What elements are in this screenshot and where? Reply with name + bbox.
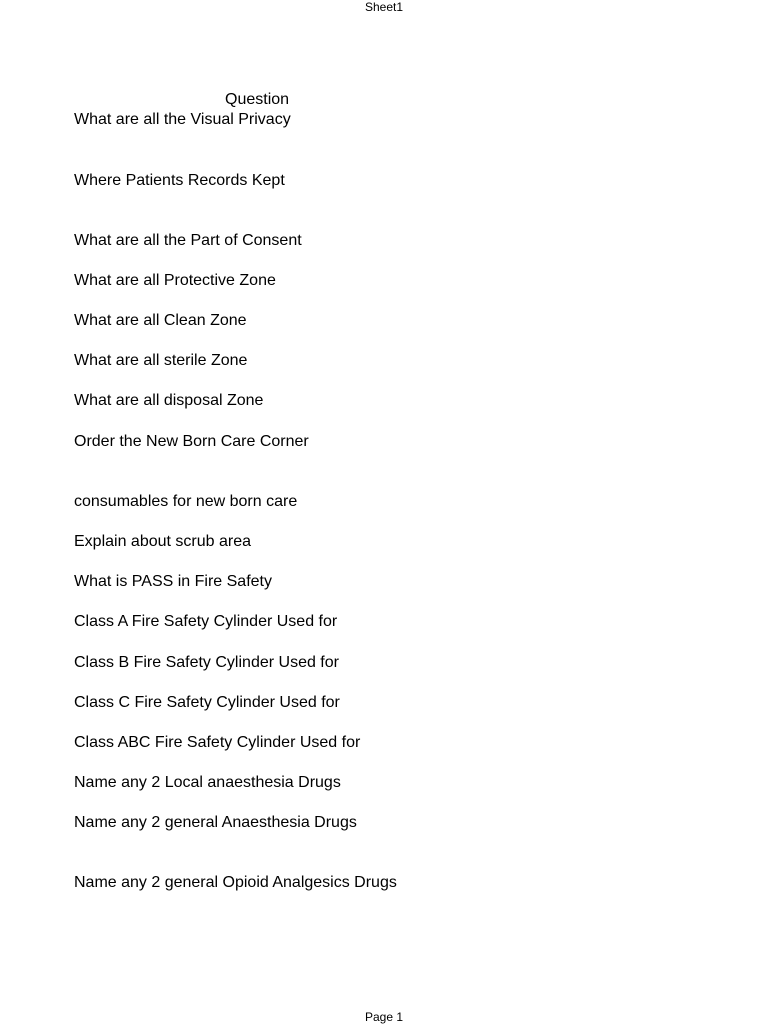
question-row: What are all Protective Zone — [74, 272, 276, 289]
question-row: Order the New Born Care Corner — [74, 433, 309, 450]
page-number: Page 1 — [364, 1010, 404, 1024]
question-row: What are all the Visual Privacy — [74, 111, 291, 128]
question-row: consumables for new born care — [74, 493, 298, 510]
question-row: What are all Clean Zone — [74, 312, 247, 329]
question-row: What is PASS in Fire Safety — [74, 573, 272, 590]
sheet-name: Sheet1 — [364, 0, 404, 14]
question-row: Name any 2 general Opioid Analgesics Drugs — [74, 874, 397, 891]
question-row: What are all disposal Zone — [74, 392, 264, 409]
question-row: Name any 2 general Anaesthesia Drugs — [74, 814, 357, 831]
question-row: Class A Fire Safety Cylinder Used for — [74, 613, 338, 630]
question-row: Class B Fire Safety Cylinder Used for — [74, 654, 339, 671]
question-row: Class C Fire Safety Cylinder Used for — [74, 694, 340, 711]
question-row: What are all sterile Zone — [74, 352, 248, 369]
column-header-question: Question — [225, 91, 290, 108]
question-row: What are all the Part of Consent — [74, 232, 302, 249]
question-row: Class ABC Fire Safety Cylinder Used for — [74, 734, 361, 751]
question-row: Name any 2 Local anaesthesia Drugs — [74, 774, 341, 791]
question-row: Where Patients Records Kept — [74, 172, 285, 189]
question-row: Explain about scrub area — [74, 533, 251, 550]
